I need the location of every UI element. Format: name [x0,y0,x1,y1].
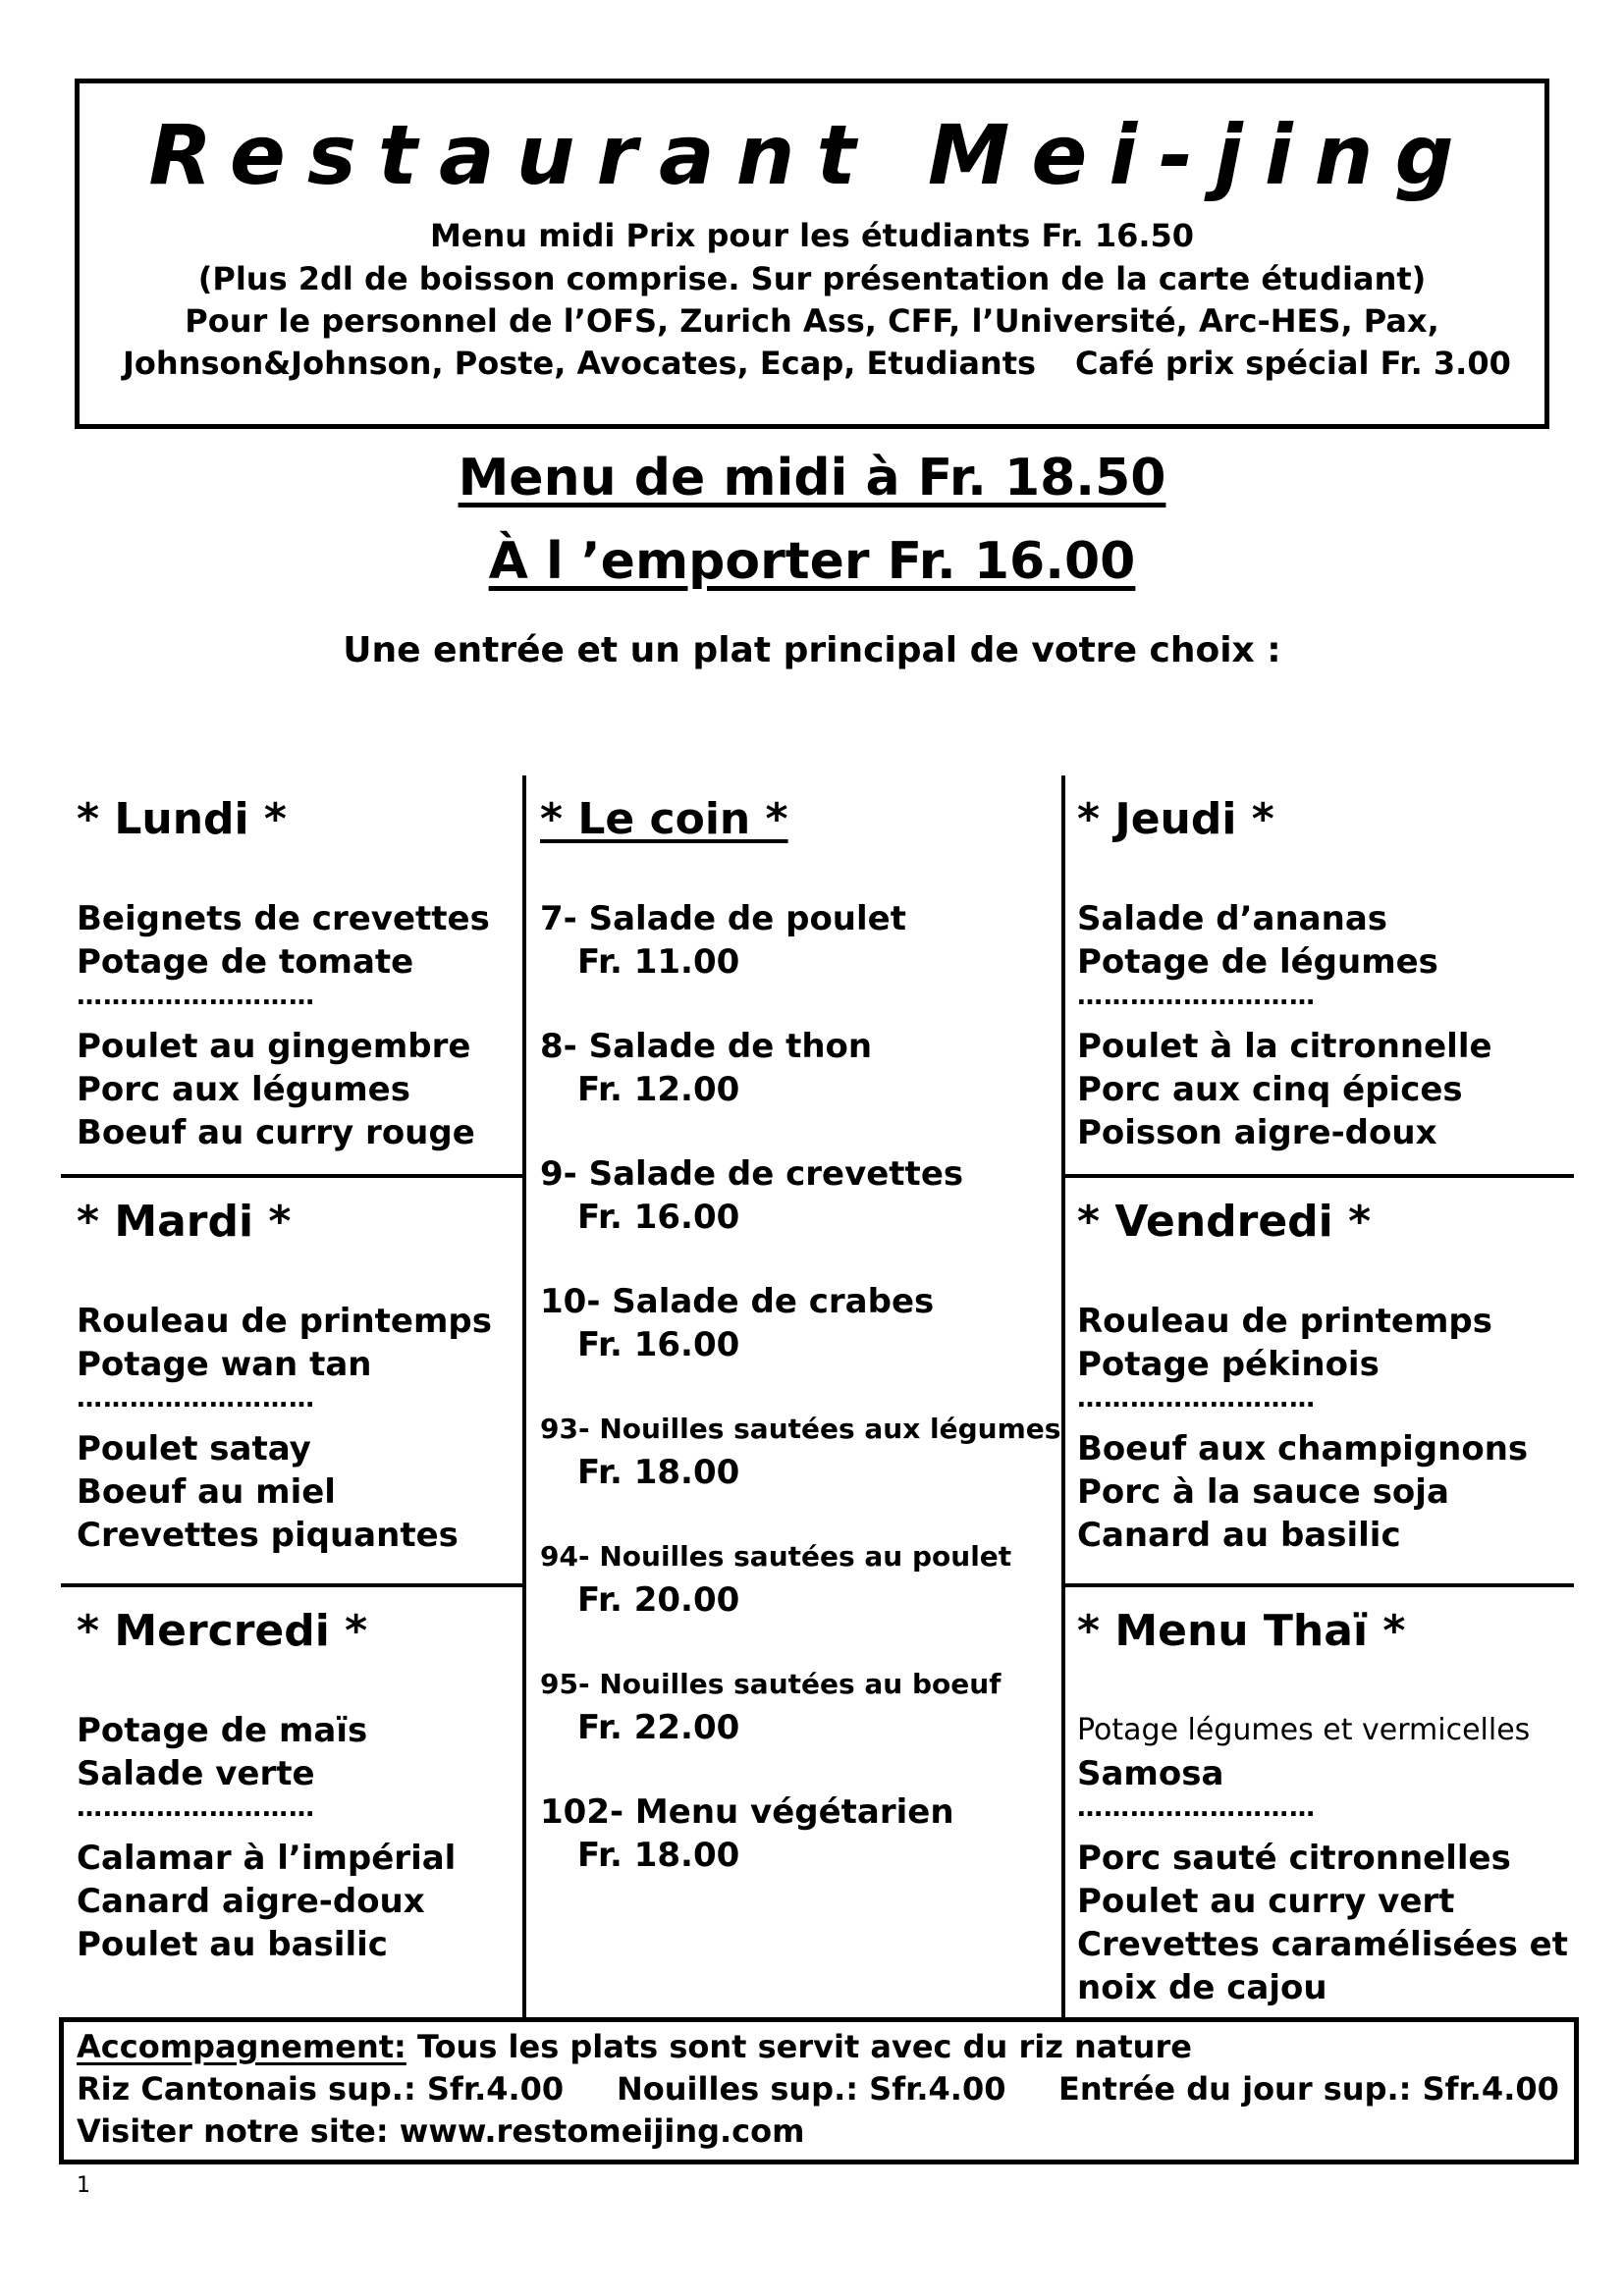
coin-item [540,1663,1060,1749]
coin-item-name: 94- Nouilles sautées au poulet [540,1540,1012,1573]
staff-list-line-2 [123,344,1517,383]
column-divider-right [1061,775,1065,2017]
main-item: Poisson aigre-doux [1077,1113,1437,1152]
separator-dots: ……………………… [1077,1793,1316,1823]
main-item: Porc à la sauce soja [1077,1472,1449,1512]
restaurant-title: Restaurant Mei-jing [148,107,1476,203]
takeaway-price: À l ’emporter Fr. 16.00 [488,532,1136,591]
coin-item-name: 9- Salade de crevettes [540,1154,964,1194]
drink-included-line: (Plus 2dl de boisson comprise. Sur présentation de la carte étudiant) [197,260,1427,297]
starter-item: Potage wan tan [77,1345,372,1384]
main-item: Boeuf aux champignons [1077,1429,1529,1468]
coin-item-price: Fr. 12.00 [577,1070,740,1109]
day-title: * Mercredi * [77,1606,368,1656]
coin-item [540,1280,1060,1366]
coin-item [540,1025,1060,1111]
coin-item-price: Fr. 16.00 [577,1325,740,1364]
starter-item: Salade d’ananas [1077,899,1387,938]
nouilles-price: Nouilles sup.: Sfr.4.00 [617,2070,1006,2108]
separator-dots: ……………………… [1077,982,1316,1011]
staff-list-line: Pour le personnel de l’OFS, Zurich Ass, CFF, l’Université, Arc-HES, Pax, [185,302,1439,340]
coin-item-price: Fr. 22.00 [577,1708,740,1747]
coin-item-name: 93- Nouilles sautées aux légumes [540,1413,1061,1445]
accompaniment-label: Accompagnement: [77,2028,406,2065]
main-item: Poulet au curry vert [1077,1882,1455,1921]
day-block-mardi [77,1196,492,1557]
coin-item [540,1790,1060,1877]
starter-item: Beignets de crevettes [77,899,490,938]
starter-item: Rouleau de printemps [77,1302,492,1341]
main-item: Canard au basilic [1077,1516,1401,1555]
starter-item: Potage légumes et vermicelles [1077,1713,1531,1747]
website-link[interactable]: Visiter notre site: www.restomeijing.com [77,2112,805,2150]
day-title: * Jeudi * [1077,794,1274,844]
coin-item-price: Fr. 18.00 [577,1836,740,1875]
starter-item: Salade verte [77,1754,315,1793]
staff-list-continued: Johnson&Johnson, Poste, Avocates, Ecap, Etudiants [123,345,1037,382]
coin-item-name: 7- Salade de poulet [540,899,906,938]
coin-title: * Le coin * [540,794,788,844]
coin-item [540,1408,1060,1494]
main-item: Crevettes piquantes [77,1516,459,1555]
starter-item: Samosa [1077,1754,1224,1793]
choice-instruction: Une entrée et un plat principal de votre choix : [343,630,1281,670]
student-price-line: Menu midi Prix pour les étudiants Fr. 16.50 [429,217,1195,254]
main-item: Porc aux cinq épices [1077,1070,1463,1109]
main-item: Boeuf au curry rouge [77,1113,475,1152]
coin-item-price: Fr. 16.00 [577,1198,740,1237]
row-divider-right-2 [1063,1583,1574,1587]
coin-block [540,793,1060,1877]
row-divider-right-1 [1063,1174,1574,1178]
main-item: Crevettes caramélisées et [1077,1925,1568,1964]
starter-item: Potage de tomate [77,942,414,982]
main-item: Poulet à la citronnelle [1077,1027,1492,1066]
main-item: Calamar à l’impérial [77,1839,457,1878]
day-block-thai [1077,1605,1568,2009]
starter-item: Potage de légumes [1077,942,1438,982]
coin-item [540,1535,1060,1622]
coin-item-price: Fr. 20.00 [577,1580,740,1620]
day-title: * Menu Thaï * [1077,1606,1406,1656]
starter-item: Rouleau de printemps [1077,1302,1492,1341]
main-item: Porc sauté citronnelles [1077,1839,1511,1878]
day-title: * Mardi * [77,1197,292,1247]
main-item: Boeuf au miel [77,1472,336,1512]
entree-du-jour-price: Entrée du jour sup.: Sfr.4.00 [1058,2070,1559,2108]
main-item: Poulet satay [77,1429,311,1468]
coin-item-price: Fr. 18.00 [577,1453,740,1492]
main-item: noix de cajou [1077,1968,1327,2007]
row-divider-left-1 [61,1174,524,1178]
accompaniment-line [77,2026,1192,2067]
accompaniment-text: Tous les plats sont servit avec du riz nature [406,2028,1192,2065]
main-item: Canard aigre-doux [77,1882,425,1921]
separator-dots: ……………………… [77,1793,315,1823]
coin-item [540,1152,1060,1239]
main-item: Poulet au basilic [77,1925,388,1964]
day-block-jeudi [1077,793,1492,1154]
row-divider-left-2 [61,1583,524,1587]
day-title: * Lundi * [77,794,287,844]
separator-dots: ……………………… [77,982,315,1011]
coin-item-name: 102- Menu végétarien [540,1792,954,1832]
main-item: Porc aux légumes [77,1070,410,1109]
cafe-special-price: Café prix spécial Fr. 3.00 [1075,345,1511,382]
column-divider-left [522,775,526,2017]
coin-item-name: 8- Salade de thon [540,1027,873,1066]
coin-item-name: 10- Salade de crabes [540,1282,935,1321]
separator-dots: ……………………… [1077,1384,1316,1414]
page-number: 1 [77,2173,90,2198]
day-block-lundi [77,793,490,1154]
separator-dots: ……………………… [77,1384,315,1414]
day-title: * Vendredi * [1077,1197,1372,1247]
riz-cantonais-price: Riz Cantonais sup.: Sfr.4.00 [77,2070,565,2108]
coin-item-name: 95- Nouilles sautées au boeuf [540,1668,1001,1700]
day-block-vendredi [1077,1196,1528,1557]
starter-item: Potage de maïs [77,1711,368,1750]
coin-item [540,897,1060,984]
starter-item: Potage pékinois [1077,1345,1380,1384]
coin-item-price: Fr. 11.00 [577,942,740,982]
main-item: Poulet au gingembre [77,1027,471,1066]
day-block-mercredi [77,1605,456,1966]
midi-menu-price: Menu de midi à Fr. 18.50 [458,449,1166,507]
